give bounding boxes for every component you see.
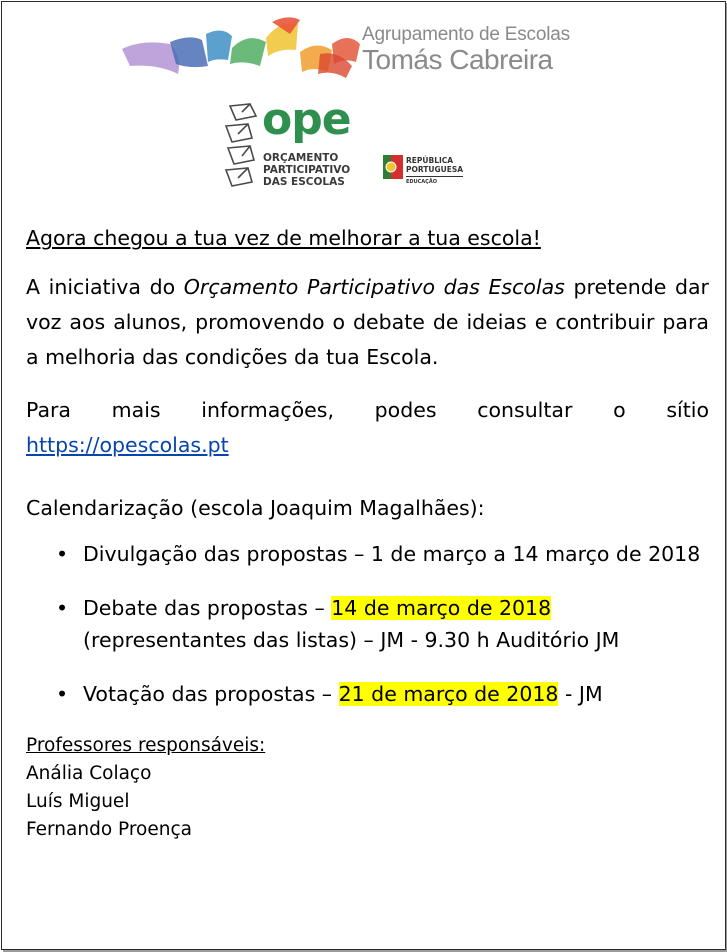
school-name-line2: Tomás Cabreira	[362, 44, 553, 75]
header	[2, 2, 727, 207]
school-name-line1: Agrupamento de Escolas	[362, 24, 570, 45]
republic-text	[406, 157, 463, 187]
schedule-list	[26, 538, 709, 710]
bullet-icon: •	[56, 682, 69, 706]
schedule-text: Debate das propostas –	[83, 596, 332, 620]
list-item	[26, 678, 709, 710]
ope-subtitle-line: DAS ESCOLAS	[263, 176, 345, 188]
teachers-label: Professores responsáveis:	[26, 735, 266, 756]
highlighted-date: 21 de março de 2018	[338, 682, 559, 706]
document-page	[1, 1, 726, 950]
ope-subtitle-line: ORÇAMENTO	[263, 152, 339, 164]
ope-subtitle-line: PARTICIPATIVO	[263, 164, 351, 176]
schedule-text: Votação das propostas –	[83, 682, 339, 706]
teacher-name: Fernando Proença	[26, 819, 192, 840]
intro-text: pretende dar voz aos alunos, promovendo o debate de ideias e contribuir para a melhoria das condições da tua Escola.	[26, 275, 709, 369]
document-body	[26, 224, 709, 844]
info-text: Para mais informações, podes consultar o sítio	[26, 398, 709, 422]
republic-line: REPÚBLICA	[406, 156, 454, 165]
teachers-block	[26, 732, 709, 844]
republic-line: PORTUGUESA	[406, 164, 464, 174]
ope-wordmark: ope	[262, 94, 351, 145]
headline: Agora chegou a tua vez de melhorar a tua escola!	[26, 226, 541, 250]
teacher-name: Luís Miguel	[26, 791, 130, 812]
republic-emblem-icon	[383, 155, 403, 179]
teacher-name: Anália Colaço	[26, 763, 152, 784]
schedule-text: (representantes das listas) – JM - 9.30 h Auditório JM	[83, 628, 620, 652]
calendar-title: Calendarização (escola Joaquim Magalhães):	[26, 496, 485, 520]
republic-ministry: EDUCAÇÃO	[406, 176, 463, 187]
list-item	[26, 538, 709, 570]
ope-subtitle	[263, 152, 350, 188]
bullet-icon: •	[56, 542, 69, 566]
schedule-text: - JM	[558, 682, 603, 706]
list-item	[26, 592, 709, 656]
highlighted-date: 14 de março de 2018	[331, 596, 552, 620]
intro-text: A iniciativa do	[26, 275, 184, 299]
intro-emphasis: Orçamento Participativo das Escolas	[183, 275, 565, 299]
opescolas-link[interactable]: https://opescolas.pt	[26, 433, 229, 457]
bullet-icon: •	[56, 596, 69, 620]
schedule-text: Divulgação das propostas – 1 de março a 14 março de 2018	[83, 542, 701, 566]
info-paragraph	[26, 393, 709, 463]
intro-paragraph	[26, 270, 709, 375]
ope-cubes-icon	[222, 102, 262, 194]
